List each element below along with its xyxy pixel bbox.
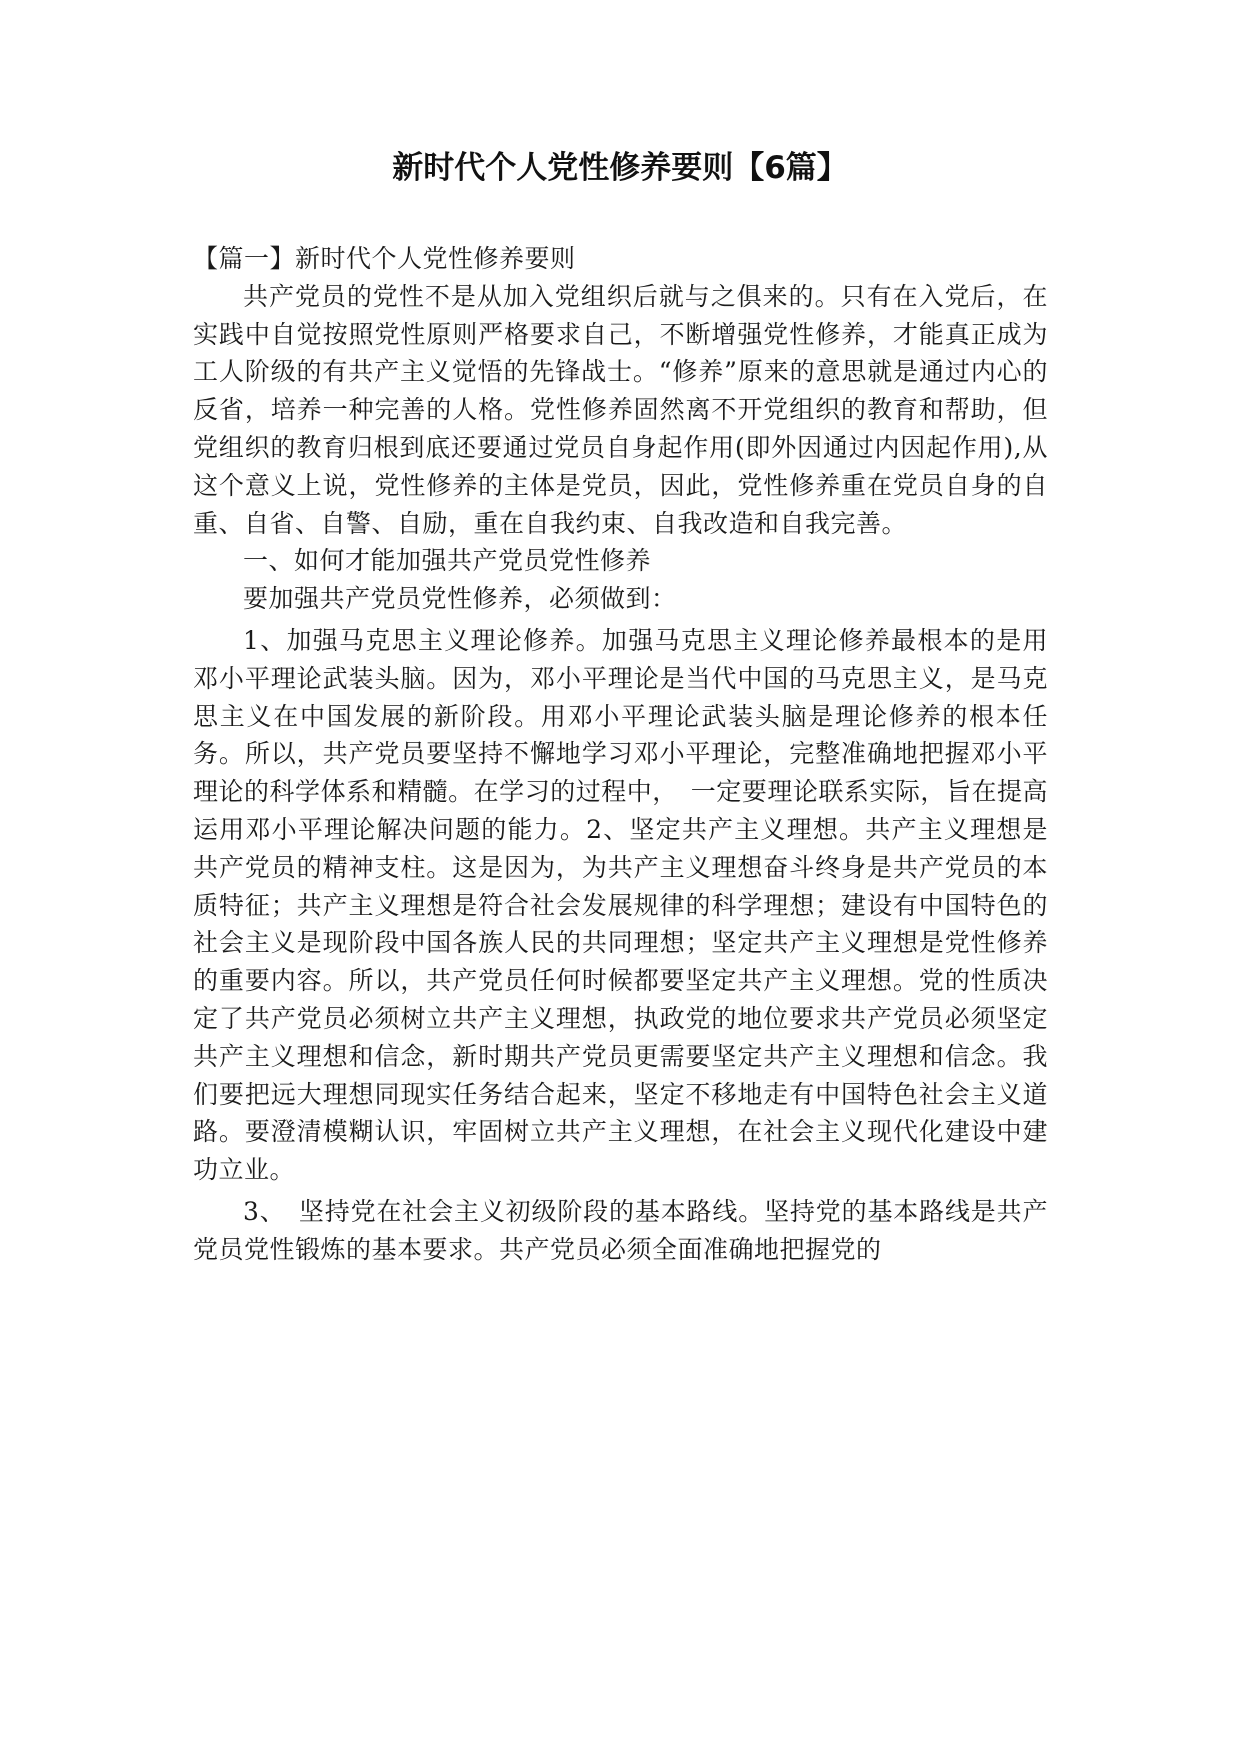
section-heading: 【篇一】新时代个人党性修养要则 — [193, 244, 576, 273]
document-body — [193, 240, 1048, 1269]
paragraph: 要加强共产党员党性修养，必须做到： — [243, 584, 677, 614]
document-title: 新时代个人党性修养要则【6篇】 — [392, 150, 848, 186]
paragraph: 3、 坚持党在社会主义初级阶段的基本路线。坚持党的基本路线是共产党员党性锻炼的基本要求。共产党员必须全面准确地把握党的 — [193, 1196, 1048, 1264]
paragraph: 共产党员的党性不是从加入党组织后就与之俱来的。只有在入党后，在实践中自觉按照党性原则严格要求自己，不断增强党性修养，才能真正成为工人阶级的有共产主义觉悟的先锋战士。“修养”原来的意思就是通过内心的反省，培养一种完善的人格。党性修养固然离不开党组织的教育和帮助，但党组织的教育归根到底还要通过党员自身起作用(即外因通过内因起作用),从这个意义上说，党性修养的主体是党员，因此，党性修养重在党员自身的自重、自省、自警、自励，重在自我约束、自我改造和自我完善。 — [193, 281, 1048, 538]
subsection-heading: 一、如何才能加强共产党员党性修养 — [243, 546, 652, 576]
paragraph: 1、加强马克思主义理论修养。加强马克思主义理论修养最根本的是用邓小平理论武装头脑。因为，邓小平理论是当代中国的马克思主义，是马克思主义在中国发展的新阶段。用邓小平理论武装头脑是理论修养的根本任务。所以，共产党员要坚持不懈地学习邓小平理论，完整准确地把握邓小平理论的科学体系和精髓。在学习的过程中， 一定要理论联系实际，旨在提高运用邓小平理论解决问题的能力。2、坚定共产主义理想。共产主义理想是共产党员的精神支柱。这是因为，为共产主义理想奋斗终身是共产党员的本质特征；共产主义理想是符合社会发展规律的科学理想；建设有中国特色的社会主义是现阶段中国各族人民的共同理想；坚定共产主义理想是党性修养的重要内容。所以，共产党员任何时候都要坚定共产主义理想。党的性质决定了共产党员必须树立共产主义理想，执政党的地位要求共产党员必须坚定共产主义理想和信念，新时期共产党员更需要坚定共产主义理想和信念。我们要把远大理想同现实任务结合起来，坚定不移地走有中国特色社会主义道路。要澄清模糊认识，牢固树立共产主义理想，在社会主义现代化建设中建功立业。 — [193, 625, 1048, 1185]
